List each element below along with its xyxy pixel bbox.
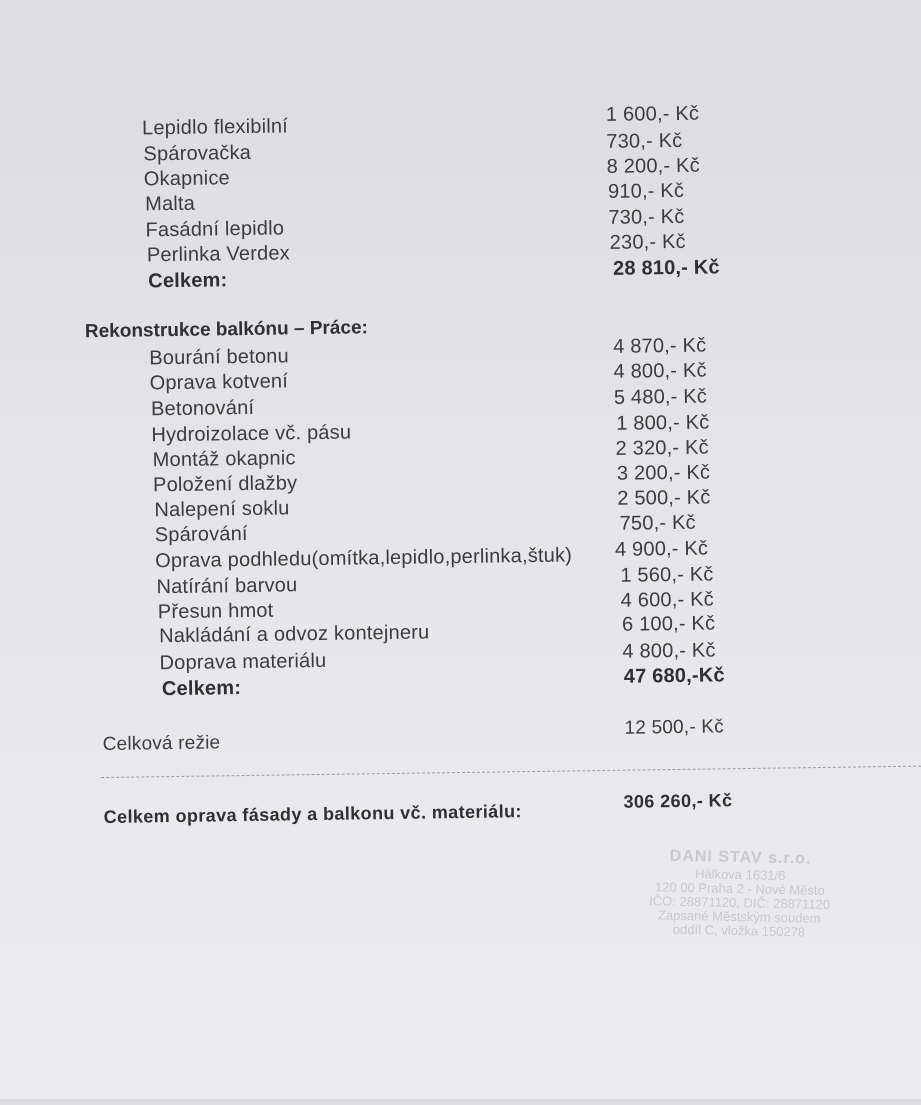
item-label: Natírání barvou [156, 574, 298, 599]
company-stamp [594, 845, 886, 941]
item-label: Malta [144, 192, 196, 216]
grand-total-value: 306 260,- Kč [623, 790, 733, 812]
item-value: 4 600,- Kč [620, 588, 715, 612]
item-label: Fasádní lepidlo [145, 217, 285, 242]
item-label: Nakládání a odvoz kontejneru [159, 621, 430, 648]
item-label: Nalepení soklu [154, 497, 290, 522]
stamp-line: Hálkova 1631/6 [694, 866, 786, 884]
item-label: Oprava kotvení [149, 370, 289, 395]
item-label: Montáž okapnic [152, 447, 296, 472]
subtotal-label: Celkem: [161, 677, 242, 701]
item-value: 750,- Kč [619, 511, 696, 535]
item-label: Doprava materiálu [159, 649, 327, 675]
stamp-line: IČO: 28871120, DIČ: 28871120 [649, 893, 831, 913]
item-value: 4 800,- Kč [613, 359, 707, 383]
item-label: Lepidlo flexibilní [141, 115, 289, 140]
item-value: 4 870,- Kč [613, 334, 707, 358]
item-value: 4 800,- Kč [622, 639, 716, 663]
item-label: Hydroizolace vč. pásu [151, 421, 352, 447]
item-label: Spárování [154, 522, 248, 547]
section-heading: Rekonstrukce balkónu – Práce: [84, 317, 369, 343]
item-value: 910,- Kč [607, 179, 685, 203]
item-value: 8 200,- Kč [606, 154, 700, 178]
item-value: 730,- Kč [606, 129, 683, 153]
item-label: Betonování [150, 396, 255, 421]
item-value: 230,- Kč [609, 230, 686, 254]
item-value: 6 100,- Kč [621, 612, 716, 636]
item-label: Okapnice [143, 167, 231, 191]
item-label: Perlinka Verdex [146, 242, 291, 267]
divider-line [101, 766, 921, 778]
subtotal-label: Celkem: [148, 269, 228, 293]
subtotal-value: 28 810,- Kč [612, 256, 720, 280]
stamp-line: 120 00 Praha 2 - Nové Město [654, 879, 825, 898]
item-value: 4 900,- Kč [614, 537, 709, 561]
item-label: Bourání betonu [149, 345, 290, 370]
stamp-company-name: DANI STAV s.r.o. [669, 847, 812, 868]
grand-total-row [103, 790, 733, 828]
stamp-line: Zapsané Městským soudem [657, 907, 821, 926]
item-value: 1 560,- Kč [620, 563, 714, 587]
overhead-value: 12 500,- Kč [624, 716, 725, 739]
item-label: Oprava podhledu(omítka,lepidlo,perlinka,štuk) [154, 544, 573, 573]
item-value: 2 500,- Kč [617, 486, 711, 510]
item-value: 5 480,- Kč [613, 385, 708, 409]
subtotal-value: 47 680,-Kč [623, 664, 725, 688]
item-value: 730,- Kč [608, 205, 685, 229]
grand-total-label: Celkem oprava fásady a balkonu vč. materiálu: [103, 801, 522, 827]
overhead-label: Celková režie [102, 732, 221, 756]
item-label: Přesun hmot [157, 599, 274, 624]
item-value: 1 800,- Kč [616, 411, 710, 435]
item-value: 3 200,- Kč [616, 461, 711, 485]
item-label: Spárovačka [143, 141, 252, 166]
item-value: 1 600,- Kč [605, 102, 700, 126]
item-value: 2 320,- Kč [615, 436, 709, 460]
item-label: Položení dlažby [152, 472, 298, 497]
stamp-line: oddíl C, vložka 150278 [672, 921, 806, 940]
